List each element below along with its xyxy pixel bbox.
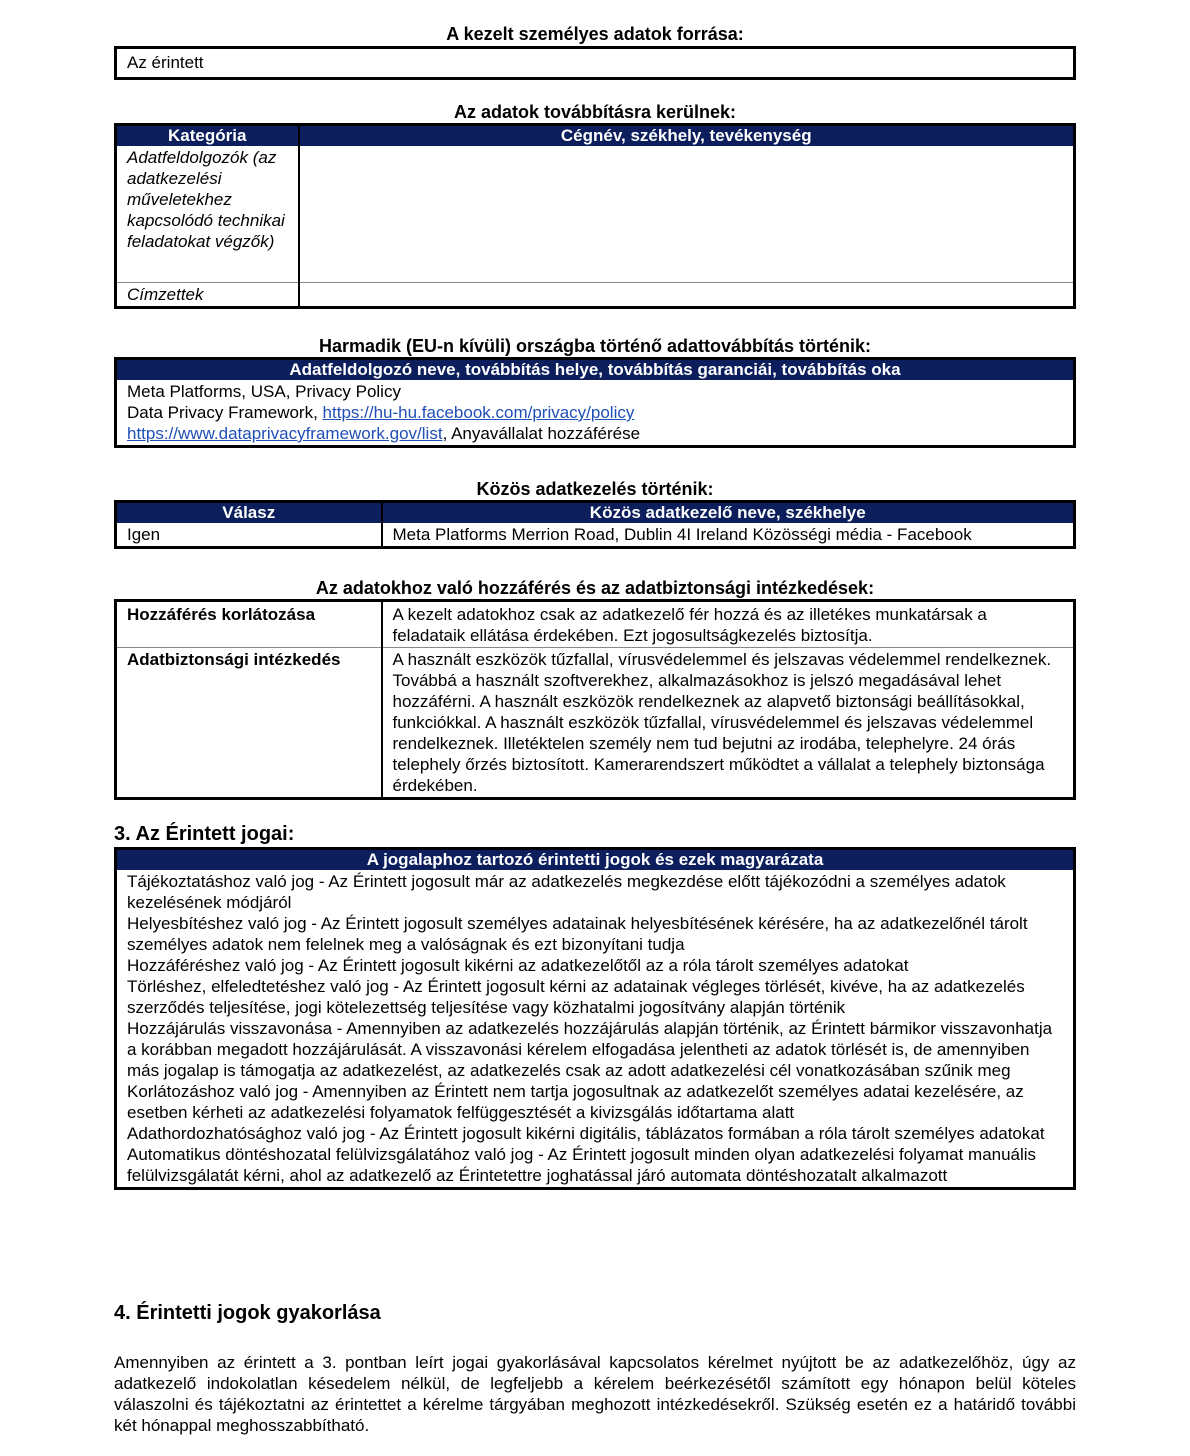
list-item: Törléshez, elfeledtetéshez való jog - Az Érintett jogosult kérni az adatainak végleges törlését, kivéve, ha az adatkezelés szerződés teljesítése, jogi kötelezettség teljesítése vagy közhatalmi jogosítvány alapján történik xyxy=(127,977,1025,1017)
table-row xyxy=(116,523,1075,548)
joint-header-controller: Közös adatkezelő neve, székhelye xyxy=(382,502,1075,524)
list-item: Hozzáféréshez való jog - Az Érintett jogosult kikérni az adatkezelőtől az a róla tárolt személyes adatokat xyxy=(127,956,909,975)
list-item: Adathordozhatósághoz való jog - Az Érintett jogosult kikérni digitális, táblázatos formában a róla tárolt személyes adatokat xyxy=(127,1124,1045,1143)
third-country-title: Harmadik (EU-n kívüli) országba történő adattovábbítás történik: xyxy=(318,336,872,356)
exercise-paragraph: Amennyiben az érintett a 3. pontban leírt jogai gyakorlásával kapcsolatos kérelmet nyújtott be az adatkezelőhöz, úgy az adatkezelő indokolatlan késedelem nélkül, de legfeljebb a kérelem beérkezésétől számított egy hónapon belül köteles válaszolni és tájékoztatni az érintettet a kérelme tárgyában meghozott intézkedésekről. Szükség esetén ez a határidő további két hónappal meghosszabbítható. xyxy=(114,1353,1076,1435)
transfer-value-processors xyxy=(299,146,1075,283)
rights-section xyxy=(114,847,1076,1190)
joint-header-answer: Válasz xyxy=(116,502,382,524)
access-table xyxy=(114,599,1076,800)
third-country-line2 xyxy=(127,402,1063,423)
list-item: Automatikus döntéshozatal felülvizsgálatához való jog - Az Érintett jogosult minden olyan adatkezelési folyamat manuális felülvizsgálatát kérni, ahol az adatkezelő az Érintetettre joghatással járó automata döntéshozatalt alkalmazott xyxy=(127,1145,1037,1185)
transfer-category-recipients: Címzettek xyxy=(116,283,299,308)
access-text-security: A használt eszközök tűzfallal, vírusvédelemmel és jelszavas védelemmel rendelkeznek. Továbbá a használt szoftverekhez, alkalmazásokhoz is jelszó megadásával lehet hozzáférni. A használt eszközök rendelkeznek az alapvető biztonsági beállításokkal, funkciókkal. A használt eszközök tűzfallal, vírusvédelemmel és jelszavas védelemmel rendelkeznek. Illetéktelen személy nem tud bejutni az irodába, telephelyre. 24 órás telephely őrzés biztosított. Kamerarendszert működtet a vállalat a telephely biztonsága érdekében. xyxy=(382,648,1075,799)
list-item: Hozzájárulás visszavonása - Amennyiben az adatkezelés hozzájárulás alapján történik, az Érintett bármikor visszavonhatja a korábban megadott hozzájárulását. A visszavonási kérelem elfogadása jelentheti az adatok törlését is, de amennyiben más jogalap is támogatja az adatkezelést, az adatkezelés csak az adott adatkezelési cél vonatkozásában szűnik meg xyxy=(127,1019,1053,1080)
table-row xyxy=(116,648,1075,799)
transfer-header-company: Cégnév, székhely, tevékenység xyxy=(299,125,1075,147)
transfer-category-processors: Adatfeldolgozók (az adatkezelési műveletekhez kapcsolódó technikai feladatokat végzők) xyxy=(127,148,285,251)
joint-controller: Meta Platforms Merrion Road, Dublin 4I Ireland Közösségi média - Facebook xyxy=(382,523,1075,548)
rights-table xyxy=(114,847,1076,1190)
table-row xyxy=(116,601,1075,648)
source-value: Az érintett xyxy=(127,53,204,72)
rights-cell xyxy=(116,870,1075,1189)
table-row xyxy=(116,146,1075,283)
transfer-section xyxy=(114,101,1076,309)
third-country-line2-prefix: Data Privacy Framework, xyxy=(127,403,323,422)
third-country-section xyxy=(114,335,1076,448)
third-country-cell xyxy=(116,380,1075,447)
third-country-line1: Meta Platforms, USA, Privacy Policy xyxy=(127,382,401,401)
access-title: Az adatokhoz való hozzáférés és az adatbiztonsági intézkedések: xyxy=(315,578,875,598)
third-country-line3-suffix: , Anyavállalat hozzáférése xyxy=(442,424,641,443)
access-text-restriction: A kezelt adatokhoz csak az adatkezelő fér hozzá és az illetékes munkatársak a feladataik ellátása érdekében. Ezt jogosultságkezelés biztosítja. xyxy=(382,601,1075,648)
list-item: Korlátozáshoz való jog - Amennyiben az Érintett nem tartja jogosultnak az adatkezelőt személyes adatai kezelésére, az esetben kérheti az adatkezelési folyamatok felfüggesztését a kivizsgálás időtartama alatt xyxy=(127,1082,1024,1122)
source-title: A kezelt személyes adatok forrása: xyxy=(446,24,744,44)
rights-header: A jogalaphoz tartozó érintetti jogok és ezek magyarázata xyxy=(116,849,1075,871)
third-country-header: Adatfeldolgozó neve, továbbítás helye, továbbítás garanciái, továbbítás oka xyxy=(116,359,1075,381)
exercise-heading: 4. Érintetti jogok gyakorlása xyxy=(114,1302,381,1324)
joint-answer: Igen xyxy=(127,525,161,544)
dpf-list-link[interactable]: https://www.dataprivacyframework.gov/list xyxy=(127,424,443,443)
joint-section xyxy=(114,478,1076,549)
joint-title: Közös adatkezelés történik: xyxy=(476,479,714,499)
access-section xyxy=(114,577,1076,800)
transfer-title: Az adatok továbbításra kerülnek: xyxy=(453,102,737,122)
source-section xyxy=(114,23,1076,80)
source-table xyxy=(114,46,1076,80)
third-country-line3 xyxy=(127,423,1063,444)
list-item: Tájékoztatáshoz való jog - Az Érintett jogosult már az adatkezelés megkezdése előtt tájékozódni a személyes adatok kezelésének módjáról xyxy=(127,872,1006,912)
access-label-restriction: Hozzáférés korlátozása xyxy=(127,605,316,624)
facebook-privacy-link[interactable]: https://hu-hu.facebook.com/privacy/policy xyxy=(322,403,635,422)
transfer-header-category: Kategória xyxy=(116,125,299,147)
rights-heading: 3. Az Érintett jogai: xyxy=(114,823,295,845)
table-row xyxy=(116,283,1075,308)
third-country-table xyxy=(114,357,1076,448)
joint-table xyxy=(114,500,1076,549)
list-item: Helyesbítéshez való jog - Az Érintett jogosult személyes adatainak helyesbítésének kérésére, ha az adatkezelőnél tárolt személyes adatok nem felelnek meg a valóságnak és ezt bizonyítani tudja xyxy=(127,914,1028,954)
transfer-table xyxy=(114,123,1076,309)
access-label-security: Adatbiztonsági intézkedés xyxy=(116,648,382,799)
transfer-value-recipients xyxy=(299,283,1075,308)
